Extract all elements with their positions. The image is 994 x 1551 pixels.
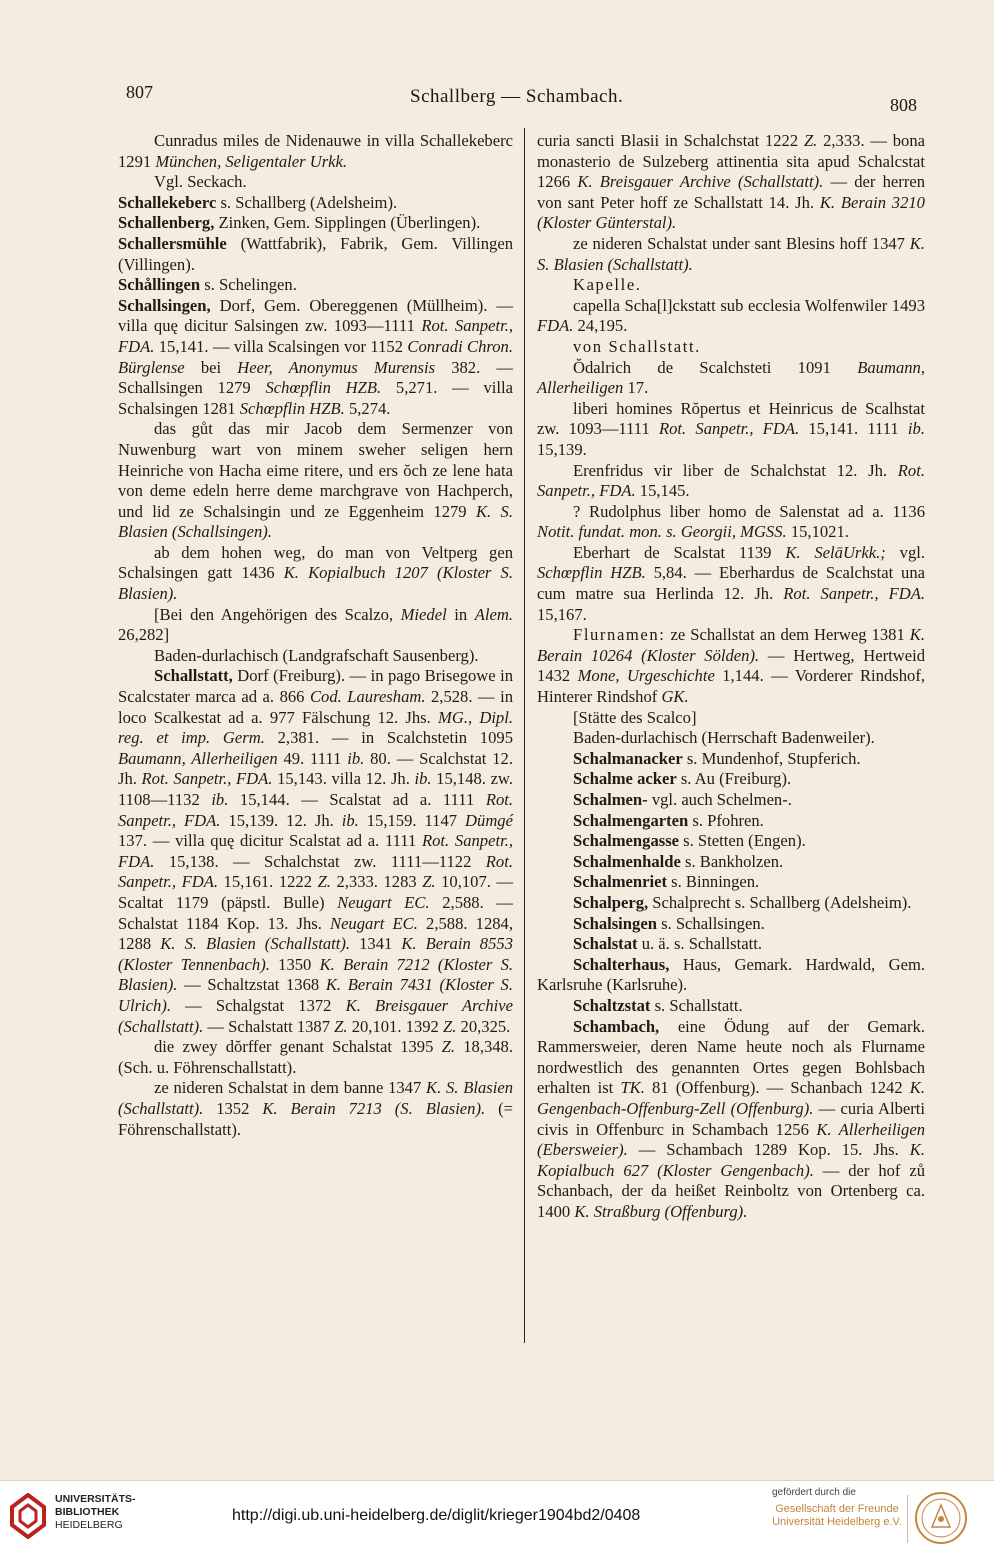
entry-text: 2,333. 1283: [330, 872, 423, 892]
entry-text: s. Binningen.: [667, 872, 760, 892]
entry-paragraph: [537, 872, 925, 893]
entry-paragraph: [118, 296, 513, 420]
entry-headword: Schambach,: [573, 1016, 660, 1036]
funder-name-line: Universität Heidelberg e.V.: [772, 1516, 902, 1528]
entry-headword: Schalterhaus,: [573, 954, 670, 974]
entry-paragraph: [118, 193, 513, 214]
entry-paragraph: [537, 914, 925, 935]
entry-text: K. Berain 7431 (Kloster S. Ulrich).: [118, 975, 513, 1015]
entry-text: 2,333. — bona monasterio de Sulzeberg attinentia sita apud Schalcstat 1266: [537, 131, 925, 192]
entry-text: K. Breisgauer Archive (Schallstatt).: [577, 172, 824, 192]
entry-headword: Schalperg,: [573, 892, 649, 912]
entry-text: [Stätte des Scalco]: [573, 707, 697, 727]
entry-text: Z.: [317, 872, 331, 892]
entry-text: von Schallstatt.: [573, 336, 701, 356]
entry-text: eine Ödung auf der Gemark. Rammersweier, deren Name heute noch als Flurname nordwestlich des genannten Ortes gegen Bohlsbach erhalten ist: [537, 1016, 925, 1098]
university-seal-icon: [914, 1491, 968, 1545]
entry-text: Kapelle.: [573, 275, 642, 295]
entry-text: 15,148. zw. 1108—1132: [118, 769, 513, 809]
entry-text: 15,143. villa 12. Jh.: [272, 769, 415, 789]
funder-name: [772, 1503, 902, 1529]
entry-text: vgl.: [885, 542, 926, 562]
entry-text: 15,145.: [635, 481, 690, 501]
right-column: [537, 131, 925, 1222]
funded-by-label: gefördert durch die: [772, 1487, 856, 1498]
permalink-url[interactable]: http://digi.ub.uni-heidelberg.de/diglit/krieger1904bd2/0408: [232, 1507, 641, 1524]
entry-text: Cunradus miles de Nidenauwe in villa Schallekeberc 1291: [118, 131, 513, 171]
entry-text: Rot. Sanpetr., FDA.: [118, 316, 513, 356]
entry-text: Z.: [803, 131, 818, 150]
entry-text: s. Bankholzen.: [680, 851, 784, 871]
entry-text: K. S. Blasien (Schallsingen).: [118, 501, 514, 542]
entry-headword: Schallenberg,: [118, 213, 215, 233]
entry-text: Haus, Gemark. Hardwald, Gem. Karlsruhe (Karlsruhe).: [537, 954, 925, 995]
entry-paragraph: [118, 234, 513, 275]
entry-text: s. Schallstatt.: [650, 995, 743, 1015]
entry-paragraph: [537, 749, 925, 770]
entry-text: Schœpflin HZB.: [537, 563, 646, 583]
entry-text: s. Schallsingen.: [656, 913, 765, 933]
entry-text: capella Scha[l]ckstatt sub ecclesia Wolfenwiler 1493: [573, 295, 925, 315]
entry-paragraph: [537, 296, 925, 337]
entry-text: Eberhart de Scalstat 1139: [573, 542, 786, 562]
entry-text: Conradi Chron. Bürglense: [118, 336, 514, 377]
entry-text: Rot. Sanpetr., FDA.: [118, 831, 513, 871]
entry-text: Neugart EC.: [337, 892, 430, 912]
entry-text: s. Schelingen.: [200, 275, 297, 295]
entry-text: K. Breisgauer Archive (Schallstatt).: [118, 995, 513, 1036]
entry-text: K. Allerheiligen (Ebersweier).: [537, 1119, 925, 1160]
entry-text: Rot. Sanpetr., FDA.: [537, 460, 925, 501]
entry-text: 5,271. — villa Schalsingen 1281: [118, 378, 513, 418]
entry-text: Rot. Sanpetr., FDA.: [118, 851, 513, 892]
entry-text: GK.: [661, 687, 689, 707]
entry-text: s. Pfohren.: [688, 810, 764, 830]
entry-paragraph: [537, 131, 925, 234]
entry-headword: Schalsingen: [573, 913, 657, 933]
entry-text: 2,528. — in loco Scalkestat ad a. 977 Fälschung 12. Jhs.: [118, 687, 513, 727]
page-number-left: 807: [126, 82, 153, 102]
entry-text: 24,195.: [573, 316, 628, 336]
entry-text: Notit. fundat. mon. s. Georgii, MGSS.: [537, 522, 787, 542]
entry-text: Alem.: [474, 604, 513, 624]
page-number-right: 808: [890, 95, 917, 115]
entry-text: K. Kopialbuch 1207 (Kloster S. Blasien).: [118, 563, 513, 604]
entry-paragraph: [118, 1078, 513, 1140]
entry-headword: Schallstatt,: [154, 666, 233, 686]
entry-headword: Schallersmühle: [118, 233, 227, 253]
entry-text: liberi homines Rŏpertus et Heinricus de Scalhstat zw. 1093—1111: [537, 398, 925, 439]
entry-text: Cod. Lauresham.: [309, 687, 426, 707]
entry-headword: Schalme acker: [573, 769, 677, 789]
entry-text: Baumann, Allerheiligen: [537, 357, 925, 398]
entry-text: 80. — Scalchstat 12. Jh.: [118, 748, 514, 789]
entry-text: Dümgé: [465, 810, 513, 830]
entry-text: 1,144. — Vorderer Rindshof, Hinterer Rindshof: [537, 666, 925, 707]
entry-text: 18,348. (Sch. u. Föhrenschallstatt).: [118, 1037, 514, 1077]
entry-paragraph: [118, 646, 513, 667]
entry-text: Rot. Sanpetr., FDA.: [118, 790, 514, 830]
entry-text: ib.: [341, 810, 359, 830]
entry-text: — Schalstatt 1387: [203, 1016, 335, 1036]
entry-headword: Schalmenriet: [573, 872, 668, 892]
entry-text: Baden-durlachisch (Herrschaft Badenweiler).: [573, 728, 875, 748]
entry-headword: Schaltzstat: [573, 995, 651, 1015]
entry-paragraph: [537, 275, 925, 296]
entry-text: K. Kopialbuch 627 (Kloster Gengenbach).: [537, 1140, 925, 1180]
entry-text: — der herren von sant Peter hoff ze Schallstatt 14. Jh.: [537, 172, 926, 212]
entry-text: 2,588. 1284, 1288: [118, 913, 513, 954]
entry-text: — Hertweg, Hertweid 1432: [537, 645, 926, 686]
entry-text: ze nideren Schalstat under sant Blesins hoff 1347: [573, 233, 910, 253]
entry-headword: Schalstat: [573, 934, 638, 954]
left-column: [118, 131, 513, 1140]
entry-text: Z.: [422, 872, 436, 892]
entry-text: MG., Dipl. reg. et imp. Germ.: [118, 707, 513, 748]
entry-text: 17.: [623, 378, 649, 398]
entry-text: 15,144. — Scalstat ad a. 1111: [228, 790, 486, 809]
entry-text: Schalprecht s. Schallberg (Adelsheim).: [648, 892, 912, 912]
entry-text: 20,325.: [456, 1016, 511, 1036]
entry-text: die zwey dŏrffer genant Schalstat 1395: [154, 1037, 442, 1057]
entry-text: bei: [184, 357, 238, 377]
entry-text: 15,161. 1222: [218, 872, 318, 892]
entry-text: 15,141. — villa Scalsingen vor 1152: [154, 336, 408, 356]
entry-text: s. Schallberg (Adelsheim).: [216, 192, 398, 212]
library-name: [55, 1493, 136, 1532]
entry-text: Vgl. Seckach.: [154, 172, 247, 192]
entry-text: s. Mundenhof, Stupferich.: [682, 748, 861, 768]
entry-paragraph: [118, 666, 513, 1037]
entry-text: K. S. Blasien (Schallstatt).: [537, 233, 925, 274]
entry-paragraph: [537, 728, 925, 749]
entry-paragraph: [537, 811, 925, 832]
entry-text: 5,84. — Eberhardus de Scalchstat una cum matre sua Herlinda 12. Jh.: [537, 563, 925, 604]
entry-text: ib.: [414, 769, 432, 789]
entry-text: 20,101. 1392: [347, 1016, 443, 1036]
entry-paragraph: [118, 419, 513, 543]
entry-text: ib.: [907, 419, 925, 439]
entry-text: K. Berain 8553 (Kloster Tennenbach).: [118, 934, 513, 974]
entry-text: Rot. Sanpetr., FDA.: [141, 769, 273, 789]
entry-text: Dorf, Gem. Obereggenen (Müllheim). — villa quę dicitur Salsingen zw. 1093—1111: [118, 295, 513, 336]
entry-text: 15,1021.: [786, 522, 849, 542]
entry-text: ab dem hohen weg, do man von Veltperg gen Schalsingen gatt 1436: [118, 542, 513, 583]
entry-text: s. Stetten (Engen).: [679, 831, 806, 851]
entry-text: Rot. Sanpetr., FDA.: [783, 584, 925, 604]
entry-text: K. S. Blasien (Schallstatt).: [118, 1078, 513, 1118]
entry-text: 382. — Schallsingen 1279: [118, 357, 513, 398]
entry-text: Schœpflin HZB.: [265, 378, 382, 398]
entry-text: das gůt das mir Jacob dem Sermenzer von Nuwenburg wart von minem sweher seligen hern Heinriche von Hacha eime ritere, und ers ŏch ze lene hata von deme edeln herre deme marchgrave von Hachperch, und lid ze Schalsingin und ze Eggenheim 1279: [118, 419, 513, 521]
entry-text: Z.: [334, 1016, 348, 1036]
entry-text: [Bei den Angehörigen des Scalzo,: [154, 604, 401, 624]
entry-text: Z.: [441, 1037, 456, 1057]
entry-text: Baden-durlachisch (Landgrafschaft Sausenberg).: [154, 645, 479, 665]
entry-text: 1341: [350, 934, 402, 954]
entry-paragraph: [537, 1017, 925, 1223]
library-name-line: HEIDELBERG: [55, 1519, 123, 1531]
entry-text: Mone, Urgeschichte: [577, 666, 715, 686]
entry-text: 81 (Offenburg). — Schanbach 1242: [644, 1078, 910, 1098]
entry-paragraph: [537, 234, 925, 275]
entry-text: K. Berain 7212 (Kloster S. Blasien).: [118, 954, 514, 995]
entry-text: Z.: [442, 1016, 457, 1036]
entry-text: ? Rudolphus liber homo de Salenstat ad a. 1136: [573, 501, 925, 521]
entry-text: in: [446, 604, 475, 624]
entry-text: Baumann, Allerheiligen: [118, 748, 278, 768]
entry-text: 2,381. — in Scalchstetin 1095: [264, 728, 513, 748]
entry-paragraph: [118, 275, 513, 296]
entry-text: K. SelāUrkk.;: [785, 542, 886, 562]
entry-text: 15,139. 12. Jh.: [220, 810, 342, 830]
entry-paragraph: [118, 131, 513, 172]
entry-text: Miedel: [400, 604, 447, 624]
entry-paragraph: [537, 852, 925, 873]
footer-bar: [0, 1480, 994, 1551]
entry-text: — Schambach 1289 Kop. 15. Jhs.: [627, 1140, 910, 1160]
entry-paragraph: [537, 502, 925, 543]
entry-paragraph: [537, 955, 925, 996]
entry-text: u. ä. s. Schallstatt.: [637, 934, 762, 954]
entry-paragraph: [537, 358, 925, 399]
entry-text: s. Au (Freiburg).: [676, 769, 792, 789]
entry-text: K. Berain 7213 (S. Blasien).: [262, 1098, 486, 1118]
funder-divider: [907, 1495, 908, 1543]
entry-text: 15,159. 1147: [358, 810, 466, 830]
entry-text: K. Gengenbach-Offenburg-Zell (Offenburg).: [537, 1078, 926, 1118]
entry-paragraph: [537, 996, 925, 1017]
entry-headword: Schallsingen,: [118, 295, 211, 315]
entry-text: 15,167.: [537, 604, 587, 624]
entry-paragraph: [537, 934, 925, 955]
entry-text: Rot. Sanpetr., FDA.: [659, 419, 800, 439]
entry-text: Flurnamen:: [573, 625, 666, 645]
entry-paragraph: [537, 461, 925, 502]
entry-paragraph: [118, 1037, 513, 1078]
entry-text: ib.: [211, 790, 229, 809]
entry-paragraph: [537, 543, 925, 625]
entry-text: 15,141. 1111: [799, 419, 908, 439]
entry-text: K. Berain 10264 (Kloster Sölden).: [537, 625, 925, 665]
entry-text: — curia Alberti civis in Offenburc in Schambach 1256: [537, 1098, 925, 1139]
entry-text: K. Straßburg (Offenburg).: [574, 1201, 748, 1221]
entry-headword: Schållingen: [118, 275, 201, 295]
entry-text: ib.: [347, 748, 365, 768]
entry-paragraph: [118, 172, 513, 193]
entry-text: (Wattfabrik), Fabrik, Gem. Villingen (Villingen).: [118, 233, 513, 274]
library-name-line: BIBLIOTHEK: [55, 1506, 120, 1518]
entry-text: Ŏdalrich de Scalchsteti 1091: [573, 357, 858, 377]
entry-text: 5,274.: [344, 398, 391, 418]
entry-text: vgl. auch Schelmen-.: [647, 790, 792, 809]
entry-headword: Schalmengarten: [573, 810, 689, 830]
entry-text: Zinken, Gem. Sipplingen (Überlingen).: [214, 213, 481, 233]
entry-text: Neugart EC.: [330, 913, 418, 933]
library-logo-icon: [10, 1493, 46, 1539]
entry-text: (= Föhrenschallstatt).: [118, 1098, 513, 1139]
entry-headword: Schalmen-: [573, 790, 648, 809]
entry-text: 137. — villa quę dicitur Scalstat ad a. 1111: [118, 831, 422, 851]
entry-text: Dorf (Freiburg). — in pago Brisegowe in Scalcstater marca ad a. 866: [118, 666, 513, 707]
entry-headword: Schalmengasse: [573, 831, 680, 851]
entry-text: — der hof zů Schanbach, der da heißet Reinboltz von Ortenberg ca. 1400: [537, 1160, 925, 1221]
entry-headword: Schalmenhalde: [573, 851, 681, 871]
entry-text: 15,139.: [537, 439, 587, 459]
entry-text: ze Schallstat an dem Herweg 1381: [665, 625, 910, 645]
entry-text: 26,282]: [118, 625, 170, 645]
funder-name-line: Gesellschaft der Freunde: [775, 1503, 899, 1515]
column-divider: [524, 128, 525, 1343]
entry-paragraph: [537, 893, 925, 914]
entry-paragraph: [537, 769, 925, 790]
entry-text: TK.: [620, 1078, 645, 1098]
entry-text: curia sancti Blasii in Schalchstat 1222: [537, 131, 804, 150]
entry-headword: Schalmanacker: [573, 748, 683, 768]
entry-text: K. Berain 3210 (Kloster Günterstal).: [537, 192, 925, 233]
entry-text: Heer, Anonymus Murensis: [237, 357, 436, 377]
entry-paragraph: [537, 337, 925, 358]
entry-headword: Schallekeberc: [118, 192, 217, 212]
entry-text: 2,588. — Schalstat 1184 Kop. 13. Jhs.: [118, 892, 513, 933]
entry-text: Schœpflin HZB.: [239, 398, 345, 418]
entry-text: Erenfridus vir liber de Schalchstat 12. Jh.: [573, 460, 898, 480]
running-title: Schallberg — Schambach.: [410, 86, 624, 107]
entry-text: 10,107. — Scaltat 1179 (päpstl. Bulle): [118, 872, 514, 912]
entry-paragraph: [118, 605, 513, 646]
entry-paragraph: [537, 831, 925, 852]
entry-text: K. S. Blasien (Schallstatt).: [160, 934, 351, 954]
entry-text: — Schaltzstat 1368: [177, 975, 326, 995]
entry-paragraph: [537, 625, 925, 707]
entry-text: — Schalgstat 1372: [171, 995, 346, 1015]
entry-paragraph: [118, 213, 513, 234]
entry-text: 1352: [203, 1098, 263, 1118]
entry-paragraph: [537, 790, 925, 811]
entry-text: 49. 1111: [277, 748, 348, 768]
library-name-line: UNIVERSITÄTS-: [55, 1493, 136, 1505]
entry-paragraph: [118, 543, 513, 605]
entry-text: 15,138. — Schalchstat zw. 1111—1122: [154, 851, 486, 871]
entry-text: 1350: [269, 954, 320, 974]
entry-paragraph: [537, 708, 925, 729]
entry-text: ze nideren Schalstat in dem banne 1347: [154, 1078, 427, 1098]
entry-paragraph: [537, 399, 925, 461]
entry-text: München, Seligentaler Urkk.: [155, 151, 348, 171]
entry-text: FDA.: [537, 316, 574, 336]
